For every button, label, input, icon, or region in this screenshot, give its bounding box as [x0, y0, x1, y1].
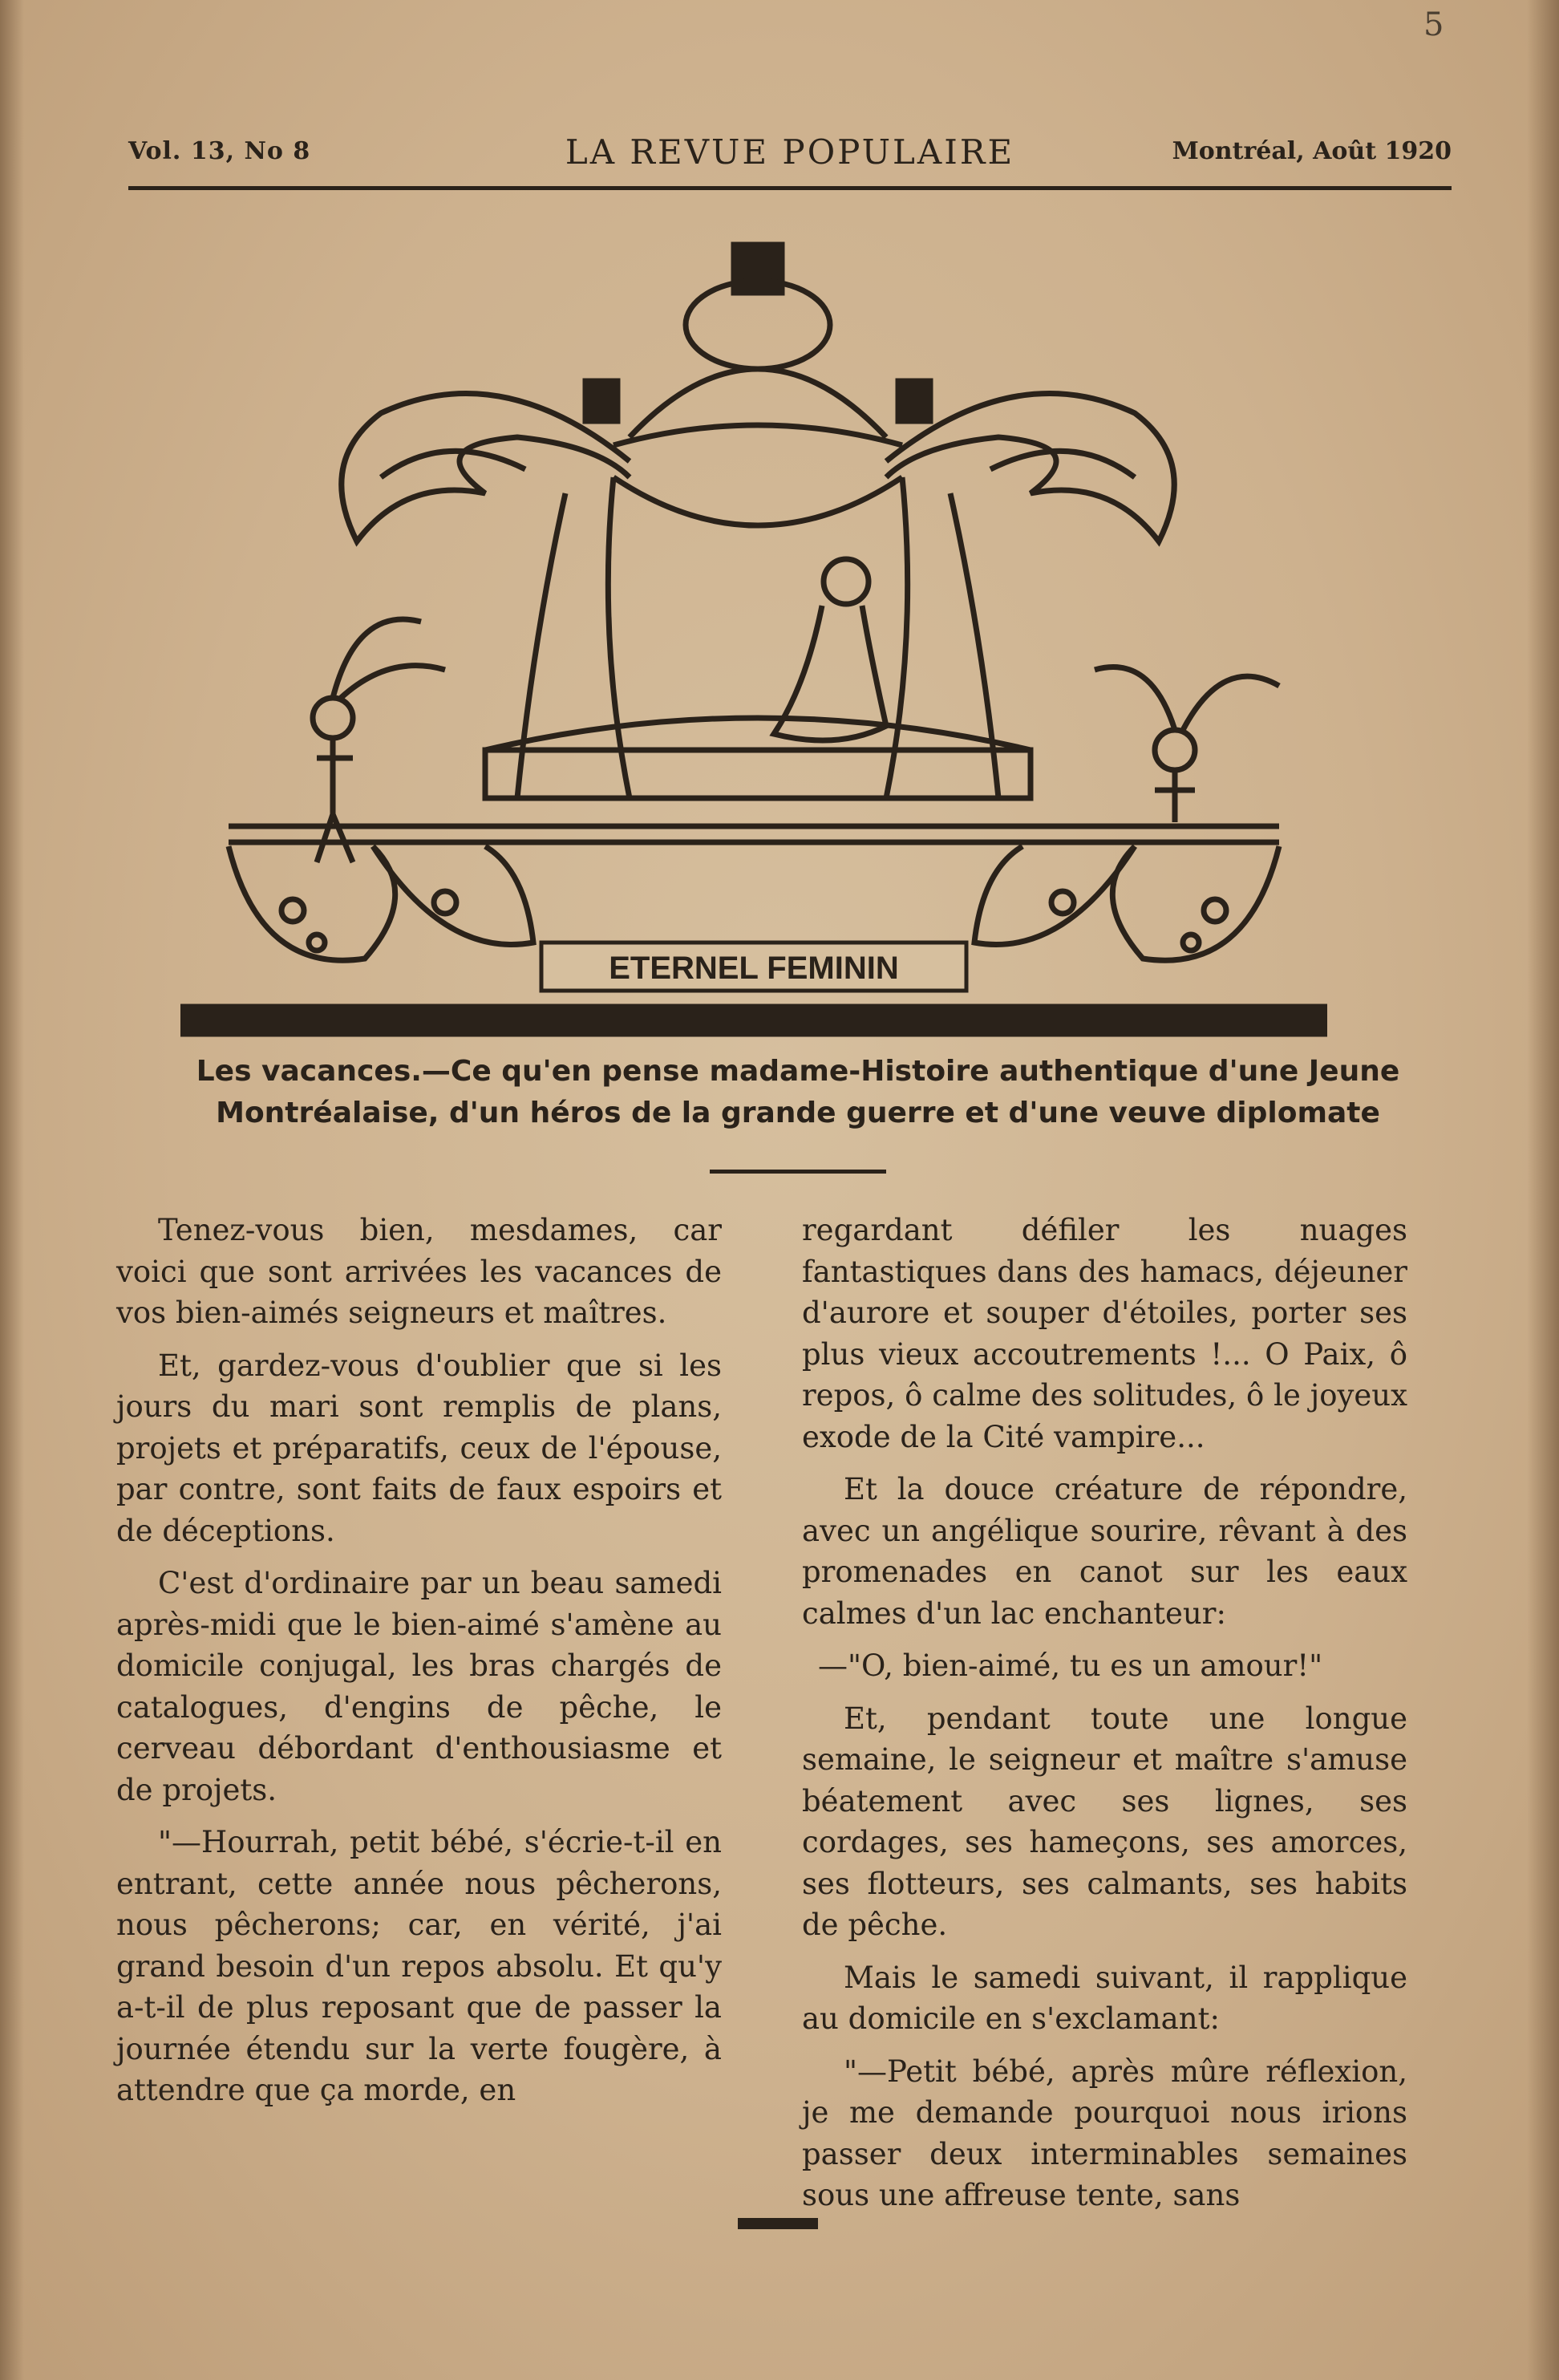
dialogue-line: —"O, bien-aimé, tu es un amour!" — [818, 1648, 1323, 1683]
folio-ornament — [666, 2218, 890, 2229]
paragraph: Et la douce créature de répondre, avec un angélique sourire, rêvant à des promenades en canot sur les eaux calmes d'un lac enchanteur: — [802, 1472, 1407, 1631]
paragraph: "—Petit bébé, après mûre réflexion, je me demande pourquoi nous irions passer deux interminables semaines sous une affreuse tente, sans — [802, 2054, 1407, 2212]
lady-figure — [824, 559, 869, 604]
illustration-caption — [144, 1051, 1452, 1134]
article-column-right — [802, 1210, 1407, 2228]
masthead — [128, 132, 1452, 180]
publication-title: LA REVUE POPULAIRE — [565, 132, 1015, 172]
section-divider — [710, 1170, 886, 1174]
bearer-left — [313, 698, 353, 738]
paragraph: C'est d'ordinaire par un beau samedi après-midi que le bien-aimé s'amène au domicile conjugal, les bras chargés de catalogues, d'engins de pêche, le cerveau débordant d'enthousiasme et de projets. — [116, 1566, 722, 1807]
paragraph: "—Hourrah, petit bébé, s'écrie-t-il en entrant, cette année nous pêcherons, nous pêcherons; car, en vérité, j'ai grand besoin d'un repos absolu. Et qu'y a-t-il de plus reposant que de passer la journée étendu sur la verte fougère, à attendre que ça morde, en — [116, 1825, 722, 2107]
page-edge-shadow-right — [1527, 0, 1559, 2380]
paragraph: Et, pendant toute une longue semaine, le seigneur et maître s'amuse béatement avec ses lignes, ses cordages, ses hameçons, ses amorces, ses flotteurs, ses calmants, ses habits de pêche. — [802, 1701, 1407, 1942]
banner-text: ETERNEL FEMININ — [609, 951, 899, 986]
header-rule — [128, 186, 1452, 190]
page-edge-shadow-left — [0, 0, 24, 2380]
ground-band — [180, 1007, 1327, 1034]
place-date: Montréal, Août 1920 — [1172, 137, 1452, 165]
butterfly-wing-left — [229, 846, 395, 960]
caption-line-1: Les vacances.—Ce qu'en pense madame-Histoire authentique d'une Jeune — [196, 1055, 1400, 1088]
litter-base — [485, 750, 1031, 798]
paragraph: Mais le samedi suivant, il rapplique au domicile en s'exclamant: — [802, 1960, 1407, 2036]
paragraph: Tenez-vous bien, mesdames, car voici que sont arrivées les vacances de vos bien-aimés seigneurs et maîtres. — [116, 1213, 722, 1330]
eternel-feminin-illustration — [180, 237, 1327, 1039]
bearer-right — [1155, 730, 1195, 770]
caption-line-2: Montréalaise, d'un héros de la grande guerre et d'une veuve diplomate — [216, 1097, 1380, 1129]
page-number: 5 — [1423, 6, 1444, 43]
volume-issue: Vol. 13, No 8 — [128, 137, 311, 165]
paragraph-continued: regardant défiler les nuages fantastiques dans des hamacs, déjeuner d'aurore et souper d'étoiles, porter ses plus vieux accoutrements !... O Paix, ô repos, ô calme des solitudes, ô le joyeux exode de la Cité vampire... — [802, 1213, 1407, 1454]
butterfly-wing-right — [1112, 846, 1279, 960]
paragraph: Et, gardez-vous d'oublier que si les jours du mari sont remplis de plans, projets et préparatifs, ceux de l'épouse, par contre, sont faits de faux espoirs et de déceptions. — [116, 1348, 722, 1548]
article-column-left — [116, 1210, 722, 2123]
